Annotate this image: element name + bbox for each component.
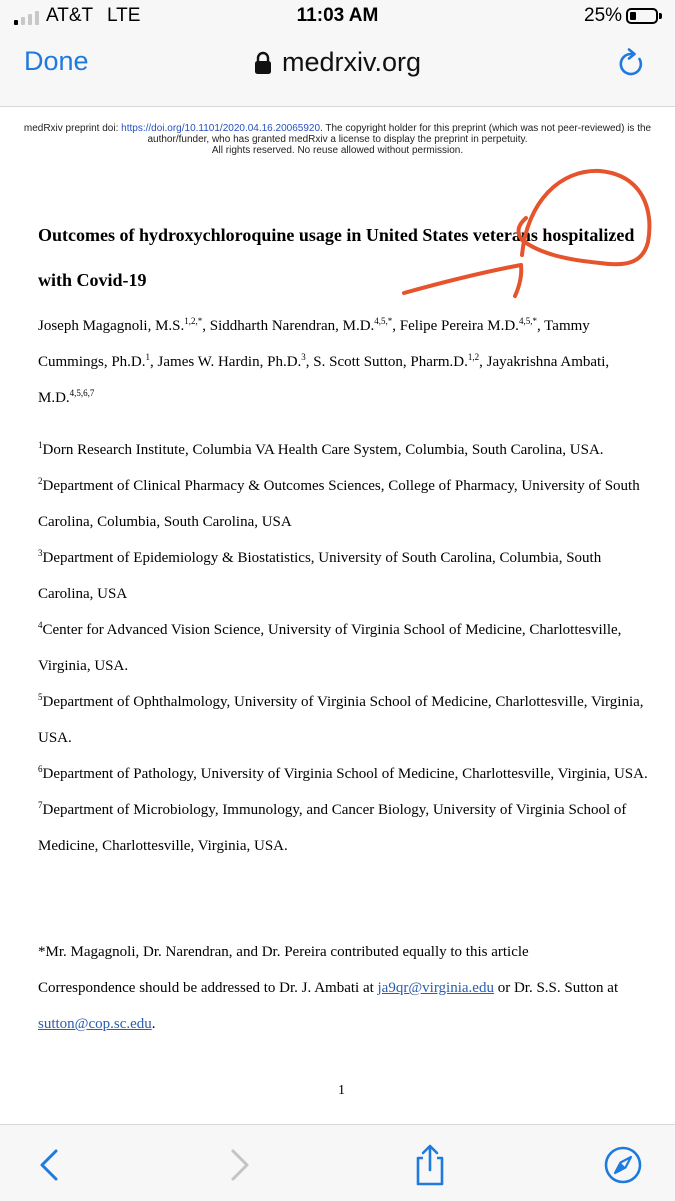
affiliation-text: Department of Ophthalmology, University of Virginia School of Medicine, Charlottesville, Virginia, USA. (38, 694, 644, 746)
correspondence-text: Correspondence should be addressed to Dr. J. Ambati at (38, 980, 378, 996)
correspondence-note (38, 934, 658, 1042)
author-name: Felipe Pereira M.D. (399, 318, 519, 334)
equal-contribution-note: *Mr. Magagnoli, Dr. Narendran, and Dr. Pereira contributed equally to this article (38, 944, 529, 960)
affiliation-number: 3 (38, 548, 43, 558)
battery-icon (626, 8, 658, 24)
author-name: Tammy Cummings, Ph.D. (38, 318, 590, 370)
author-name: S. Scott Sutton, Pharm.D. (313, 354, 468, 370)
affiliation-text: Department of Microbiology, Immunology, and Cancer Biology, University of Virginia School of Medicine, Charlottesville, Virginia, USA. (38, 802, 627, 854)
preprint-copyright-text: . The copyright holder for this preprint (which was not peer-reviewed) is the (320, 123, 652, 134)
author-affiliation-sup: 4,5,6,7 (69, 388, 95, 398)
affiliation-number: 5 (38, 692, 43, 702)
correspondence-text-mid: or Dr. S.S. Sutton at (493, 980, 619, 996)
affiliation-number: 6 (38, 764, 43, 774)
author-separator: , (305, 354, 314, 370)
affiliation-item (38, 540, 648, 612)
done-button[interactable]: Done (24, 46, 89, 76)
affiliation-number: 4 (38, 620, 43, 630)
affiliation-item (38, 468, 648, 540)
preprint-header (6, 123, 669, 156)
preprint-rights-line: All rights reserved. No reuse allowed without permission. (211, 145, 464, 156)
preprint-license-line: author/funder, who has granted medRxiv a license to display the preprint in perpetuity. (147, 134, 528, 145)
affiliation-item (38, 612, 648, 684)
author-affiliation-sup: 4,5,* (374, 316, 393, 326)
affiliation-text: Center for Advanced Vision Science, University of Virginia School of Medicine, Charlottesville, Virginia, USA. (38, 622, 622, 674)
share-icon[interactable] (408, 1143, 452, 1187)
author-name: Joseph Magagnoli, M.S. (38, 318, 185, 334)
affiliation-number: 2 (38, 476, 43, 486)
affiliation-list (38, 432, 648, 864)
affiliation-number: 1 (38, 440, 43, 450)
carrier-name: AT&T (46, 5, 94, 26)
browser-toolbar (0, 1124, 675, 1201)
author-separator: , (536, 318, 545, 334)
compass-icon[interactable] (601, 1143, 645, 1187)
reload-icon[interactable] (617, 48, 645, 78)
email-link-sutton[interactable]: sutton@cop.sc.edu (38, 1016, 152, 1032)
email-link-ambati[interactable]: ja9qr@virginia.edu (377, 980, 494, 996)
address-bar[interactable] (0, 47, 675, 78)
back-icon[interactable] (28, 1143, 72, 1187)
affiliation-text: Department of Pathology, University of Virginia School of Medicine, Charlottesville, Virginia, USA. (42, 766, 648, 782)
affiliation-text: Department of Epidemiology & Biostatistics, University of South Carolina, Columbia, South Carolina, USA (38, 550, 602, 602)
status-bar (0, 0, 675, 34)
author-separator: , (202, 318, 210, 334)
page-number: 1 (338, 1083, 345, 1098)
affiliation-number: 7 (38, 800, 43, 810)
affiliation-item (38, 432, 648, 468)
battery-percentage: 25% (584, 5, 623, 26)
url-text: medrxiv.org (281, 47, 422, 77)
author-name: Jayakrishna Ambati, M.D. (38, 354, 610, 406)
author-affiliation-sup: 4,5,* (518, 316, 537, 326)
correspondence-line (38, 970, 658, 1042)
author-name: Siddharth Narendran, M.D. (209, 318, 375, 334)
affiliation-item (38, 756, 648, 792)
author-separator: , (479, 354, 487, 370)
author-affiliation-sup: 3 (301, 352, 306, 362)
author-affiliation-sup: 1 (145, 352, 151, 362)
author-list (38, 308, 648, 416)
author-name: James W. Hardin, Ph.D. (157, 354, 302, 370)
paper-title: Outcomes of hydroxychloroquine usage in United States veterans hospitalized with Covid-19 (38, 225, 635, 290)
forward-icon[interactable] (217, 1143, 261, 1187)
network-type: LTE (107, 5, 141, 26)
author-affiliation-sup: 1,2,* (184, 316, 203, 326)
doi-link[interactable]: https://doi.org/10.1101/2020.04.16.20065920 (121, 123, 321, 134)
affiliation-text: Dorn Research Institute, Columbia VA Health Care System, Columbia, South Carolina, USA. (42, 442, 604, 458)
author-separator: , (392, 318, 400, 334)
status-time: 11:03 AM (296, 5, 379, 26)
browser-nav-bar (0, 34, 675, 107)
affiliation-item (38, 684, 648, 756)
correspondence-text-end: . (151, 1016, 156, 1032)
pdf-page (0, 107, 675, 1124)
author-separator: , (150, 354, 158, 370)
lock-icon (254, 51, 272, 75)
author-affiliation-sup: 1,2 (467, 352, 480, 362)
affiliation-text: Department of Clinical Pharmacy & Outcomes Sciences, College of Pharmacy, University of South Carolina, Columbia, South Carolina, USA (38, 478, 640, 530)
preprint-doi-prefix: medRxiv preprint doi: (23, 123, 122, 134)
affiliation-item (38, 792, 648, 864)
